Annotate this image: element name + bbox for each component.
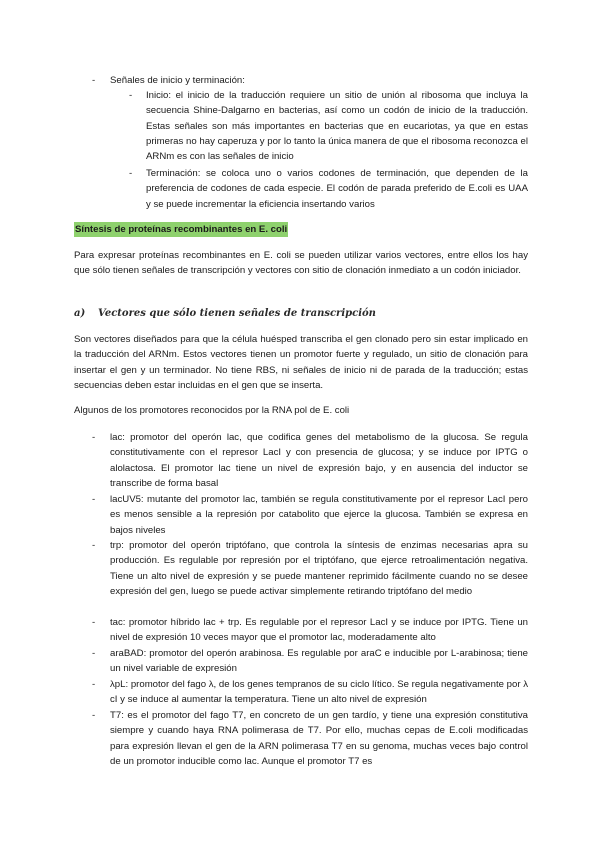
bullet-dash: - xyxy=(92,540,96,551)
promoter-trp: trp: promotor del operón triptófano, que controla la síntesis de enzimas necesarias apra su producción. Es regulable por represión por el triptófano, que ejerce retroalimentación negativa. Tiene un alto nivel de expresión y se puede mantener reprimido fácilmente cuando no se desee expresión del gen, luego se puede activar simplemente retirando triptófano del medio xyxy=(110,540,528,597)
promoter-arabad: araBAD: promotor del operón arabinosa. Es regulable por araC e inducible por L-arabinosa; tiene un nivel variable de expresión xyxy=(110,648,528,675)
promoter-tac: tac: promotor híbrido lac + trp. Es regulable por el represor LacI y se induce por IPTG. Tiene un nivel de expresión 10 veces mayor que el promotor lac, moderadamente alto xyxy=(110,617,528,644)
bullet-dash: - xyxy=(92,432,96,443)
sub-item-terminacion: Terminación: se coloca uno o varios codones de terminación, que dependen de la preferencia de codones de cada especie. El codón de parada preferido de E.coli es UAA y se puede incrementar la eficiencia insertando varios xyxy=(146,168,528,210)
bullet-dash: - xyxy=(92,617,96,628)
subsection-number: a) xyxy=(74,308,86,319)
promoter-lambda-pl: λpL: promotor del fago λ, de los genes tempranos de su ciclo lítico. Se regula negativamente por λ cI y se induce al aumentar la temperatura. Tiene un alto nivel de expresión xyxy=(110,679,528,706)
subsection-heading xyxy=(74,306,376,321)
promoter-lacuv5: lacUV5: mutante del promotor lac, también se regula constitutivamente por el represor LacI pero es menos sensible a la represión por catabolito que ejerce la glucosa. También se expresa en bajos niveles xyxy=(110,494,528,536)
promoter-lac: lac: promotor del operón lac, que codifica genes del metabolismo de la glucosa. Se regula constitutivamente con el represor LacI y con presencia de glucosa; y se induce por IPTG o alolactosa. El promotor lac tiene un nivel de expresión bajo, y en ausencia del inductor se transcribe de forma basal xyxy=(110,432,528,489)
intro-paragraph: Para expresar proteínas recombinantes en E. coli se pueden utilizar varios vectores, entre ellos los hay que sólo tienen señales de transcripción y vectores con sitio de clonación inmediato a un codón iniciador. xyxy=(74,250,528,277)
bullet-dash: - xyxy=(92,679,96,690)
vectors-paragraph: Son vectores diseñados para que la célula huésped transcriba el gen clonado pero sin estar implicado en la traducción del ARNm. Estos vectores tienen un promotor fuerte y regulado, un sitio de clonación para insertar el gen y un terminador. No tiene RBS, ni señales de inicio ni de parada de la traducción; estas secuencias deben estar incluidas en el gen que se inserta. xyxy=(74,334,528,391)
subbullet-dash: - xyxy=(129,168,133,179)
promoter-t7: T7: es el promotor del fago T7, en concreto de un gen tardío, y tiene una expresión constitutiva siempre y cuando haya RNA polimerasa de T7. Por ello, muchas cepas de E.coli modificadas para expresión llevan el gen de la ARN polimerasa T7 en su genoma, muchas veces bajo control de un promotor inducible como lac. Aunque el promotor T7 es xyxy=(110,710,528,767)
subbullet-dash: - xyxy=(129,90,133,101)
subsection-title: Vectores que sólo tienen señales de transcripción xyxy=(98,308,376,319)
sub-item-inicio: Inicio: el inicio de la traducción requiere un sitio de unión al ribosoma que incluya la secuencia Shine-Dalgarno en bacterias, así como un codón de inicio de la traducción. Estas señales son más importantes en bacterias que en eucariotas, ya que en estas primeras no hay caperuza y por lo tanto la única manera de que el ribosoma reconozca el ARNm es con las señales de inicio xyxy=(146,90,528,163)
promoters-intro: Algunos de los promotores reconocidos por la RNA pol de E. coli xyxy=(74,405,350,416)
bullet-dash: - xyxy=(92,494,96,505)
section-heading: Síntesis de proteínas recombinantes en E. coli xyxy=(74,222,288,237)
bullet-dash: - xyxy=(92,710,96,721)
bullet-dash: - xyxy=(92,75,96,86)
list-item-label: Señales de inicio y terminación: xyxy=(110,75,245,86)
bullet-dash: - xyxy=(92,648,96,659)
